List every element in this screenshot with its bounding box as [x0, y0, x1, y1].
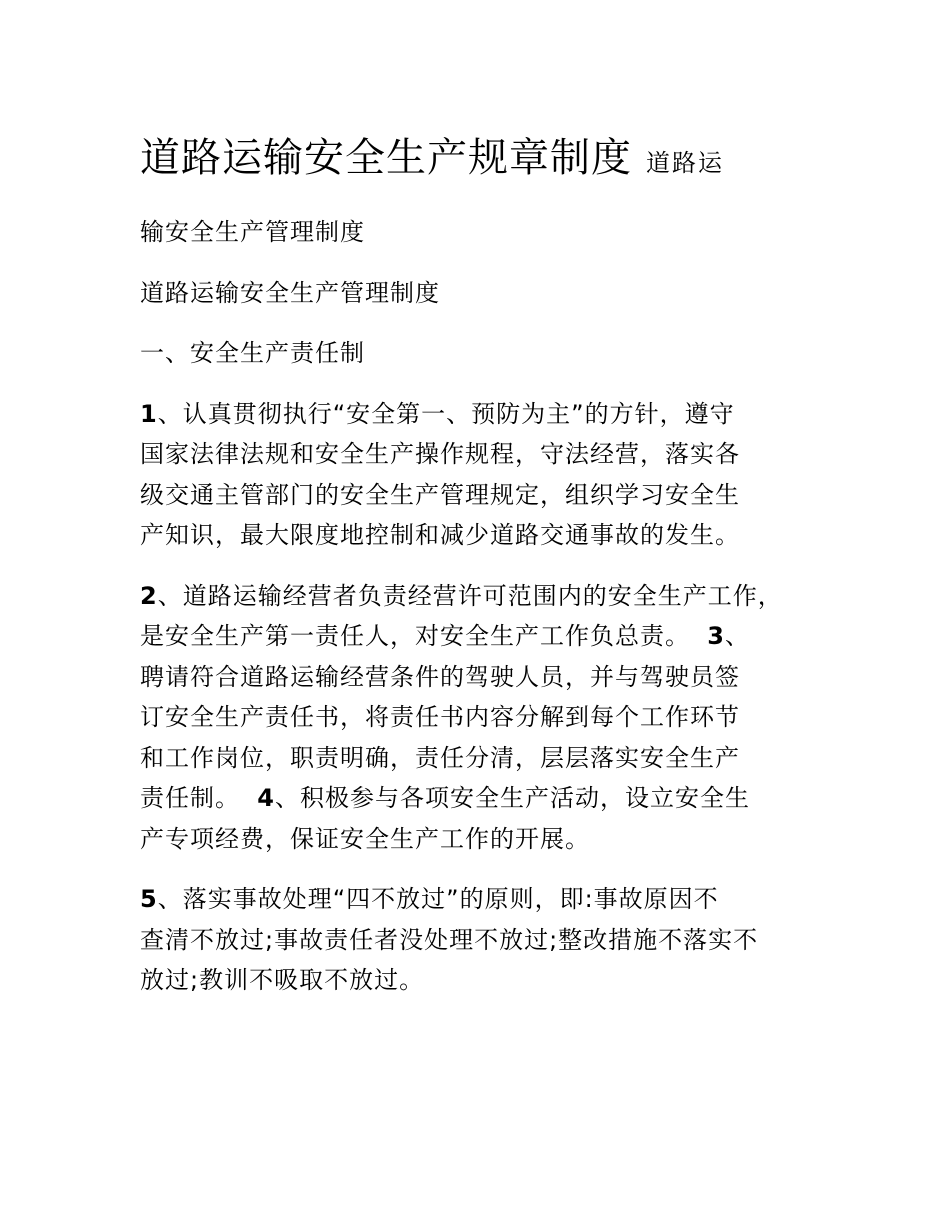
item-number-2: 2: [140, 581, 158, 610]
paragraph-2-line-6-text: 责任制。: [140, 784, 240, 812]
paragraph-5-text: 、落实事故处理“四不放过”的原则，即:事故原因不: [157, 885, 719, 913]
item-number-4: 4: [257, 784, 275, 812]
paragraph-2-text: 、道路运输经营者负责经营许可范围内的安全生产工作，: [157, 581, 783, 610]
paragraph-5: [140, 879, 840, 1001]
paragraph-1-line-3: 级交通主管部门的安全生产管理规定，组织学习安全生: [140, 480, 740, 509]
paragraph-2-line-7: 产专项经费，保证安全生产工作的开展。: [140, 824, 590, 853]
paragraph-1-line-4: 产知识，最大限度地控制和减少道路交通事故的发生。: [140, 521, 740, 549]
paragraph-2-line-2: [140, 616, 840, 657]
document-title: [140, 128, 840, 188]
paragraph-2-line-5: 和工作岗位，职责明确，责任分清，层层落实安全生产: [140, 743, 740, 772]
item-number-5: 5: [140, 885, 158, 913]
item-number-3: 3: [707, 622, 725, 650]
paragraph-2: [140, 576, 840, 860]
paragraph-2-line-6: [140, 778, 840, 819]
paragraph-5-line-2: 查清不放过;事故责任者没处理不放过;整改措施不落实不: [140, 925, 759, 954]
paragraph-2-line-4: 订安全生产责任书，将责任书内容分解到每个工作环节: [140, 703, 740, 731]
paragraph-1-text: 、认真贯彻执行“安全第一、预防为主”的方针，遵守: [157, 399, 735, 428]
paragraph-1-line-1: [140, 394, 840, 435]
item-4-text: 、积极参与各项安全生产活动，设立安全生: [274, 784, 750, 812]
title-main: 道路运输安全生产规章制度: [140, 135, 632, 181]
paragraph-2-line-2-text: 是安全生产第一责任人，对安全生产工作负总责。: [140, 622, 690, 650]
section-heading: 一、安全生产责任制: [140, 339, 365, 367]
title-continuation: 输安全生产管理制度: [140, 218, 365, 246]
document-heading: 道路运输安全生产管理制度: [140, 278, 440, 307]
title-tail: 道路运: [646, 149, 724, 177]
paragraph-5-line-3: 放过;教训不吸取不放过。: [140, 966, 425, 994]
item-3-separator: 、: [724, 622, 750, 650]
paragraph-1-line-2: 国家法律法规和安全生产操作规程，守法经营，落实各: [140, 440, 740, 468]
document-page: [140, 128, 840, 1001]
paragraph-2-line-1: [140, 576, 840, 617]
paragraph-5-line-1: [140, 879, 840, 920]
item-number-1: 1: [140, 399, 158, 428]
paragraph-1: [140, 394, 840, 556]
paragraph-2-line-3: 聘请符合道路运输经营条件的驾驶人员，并与驾驶员签: [140, 662, 740, 691]
